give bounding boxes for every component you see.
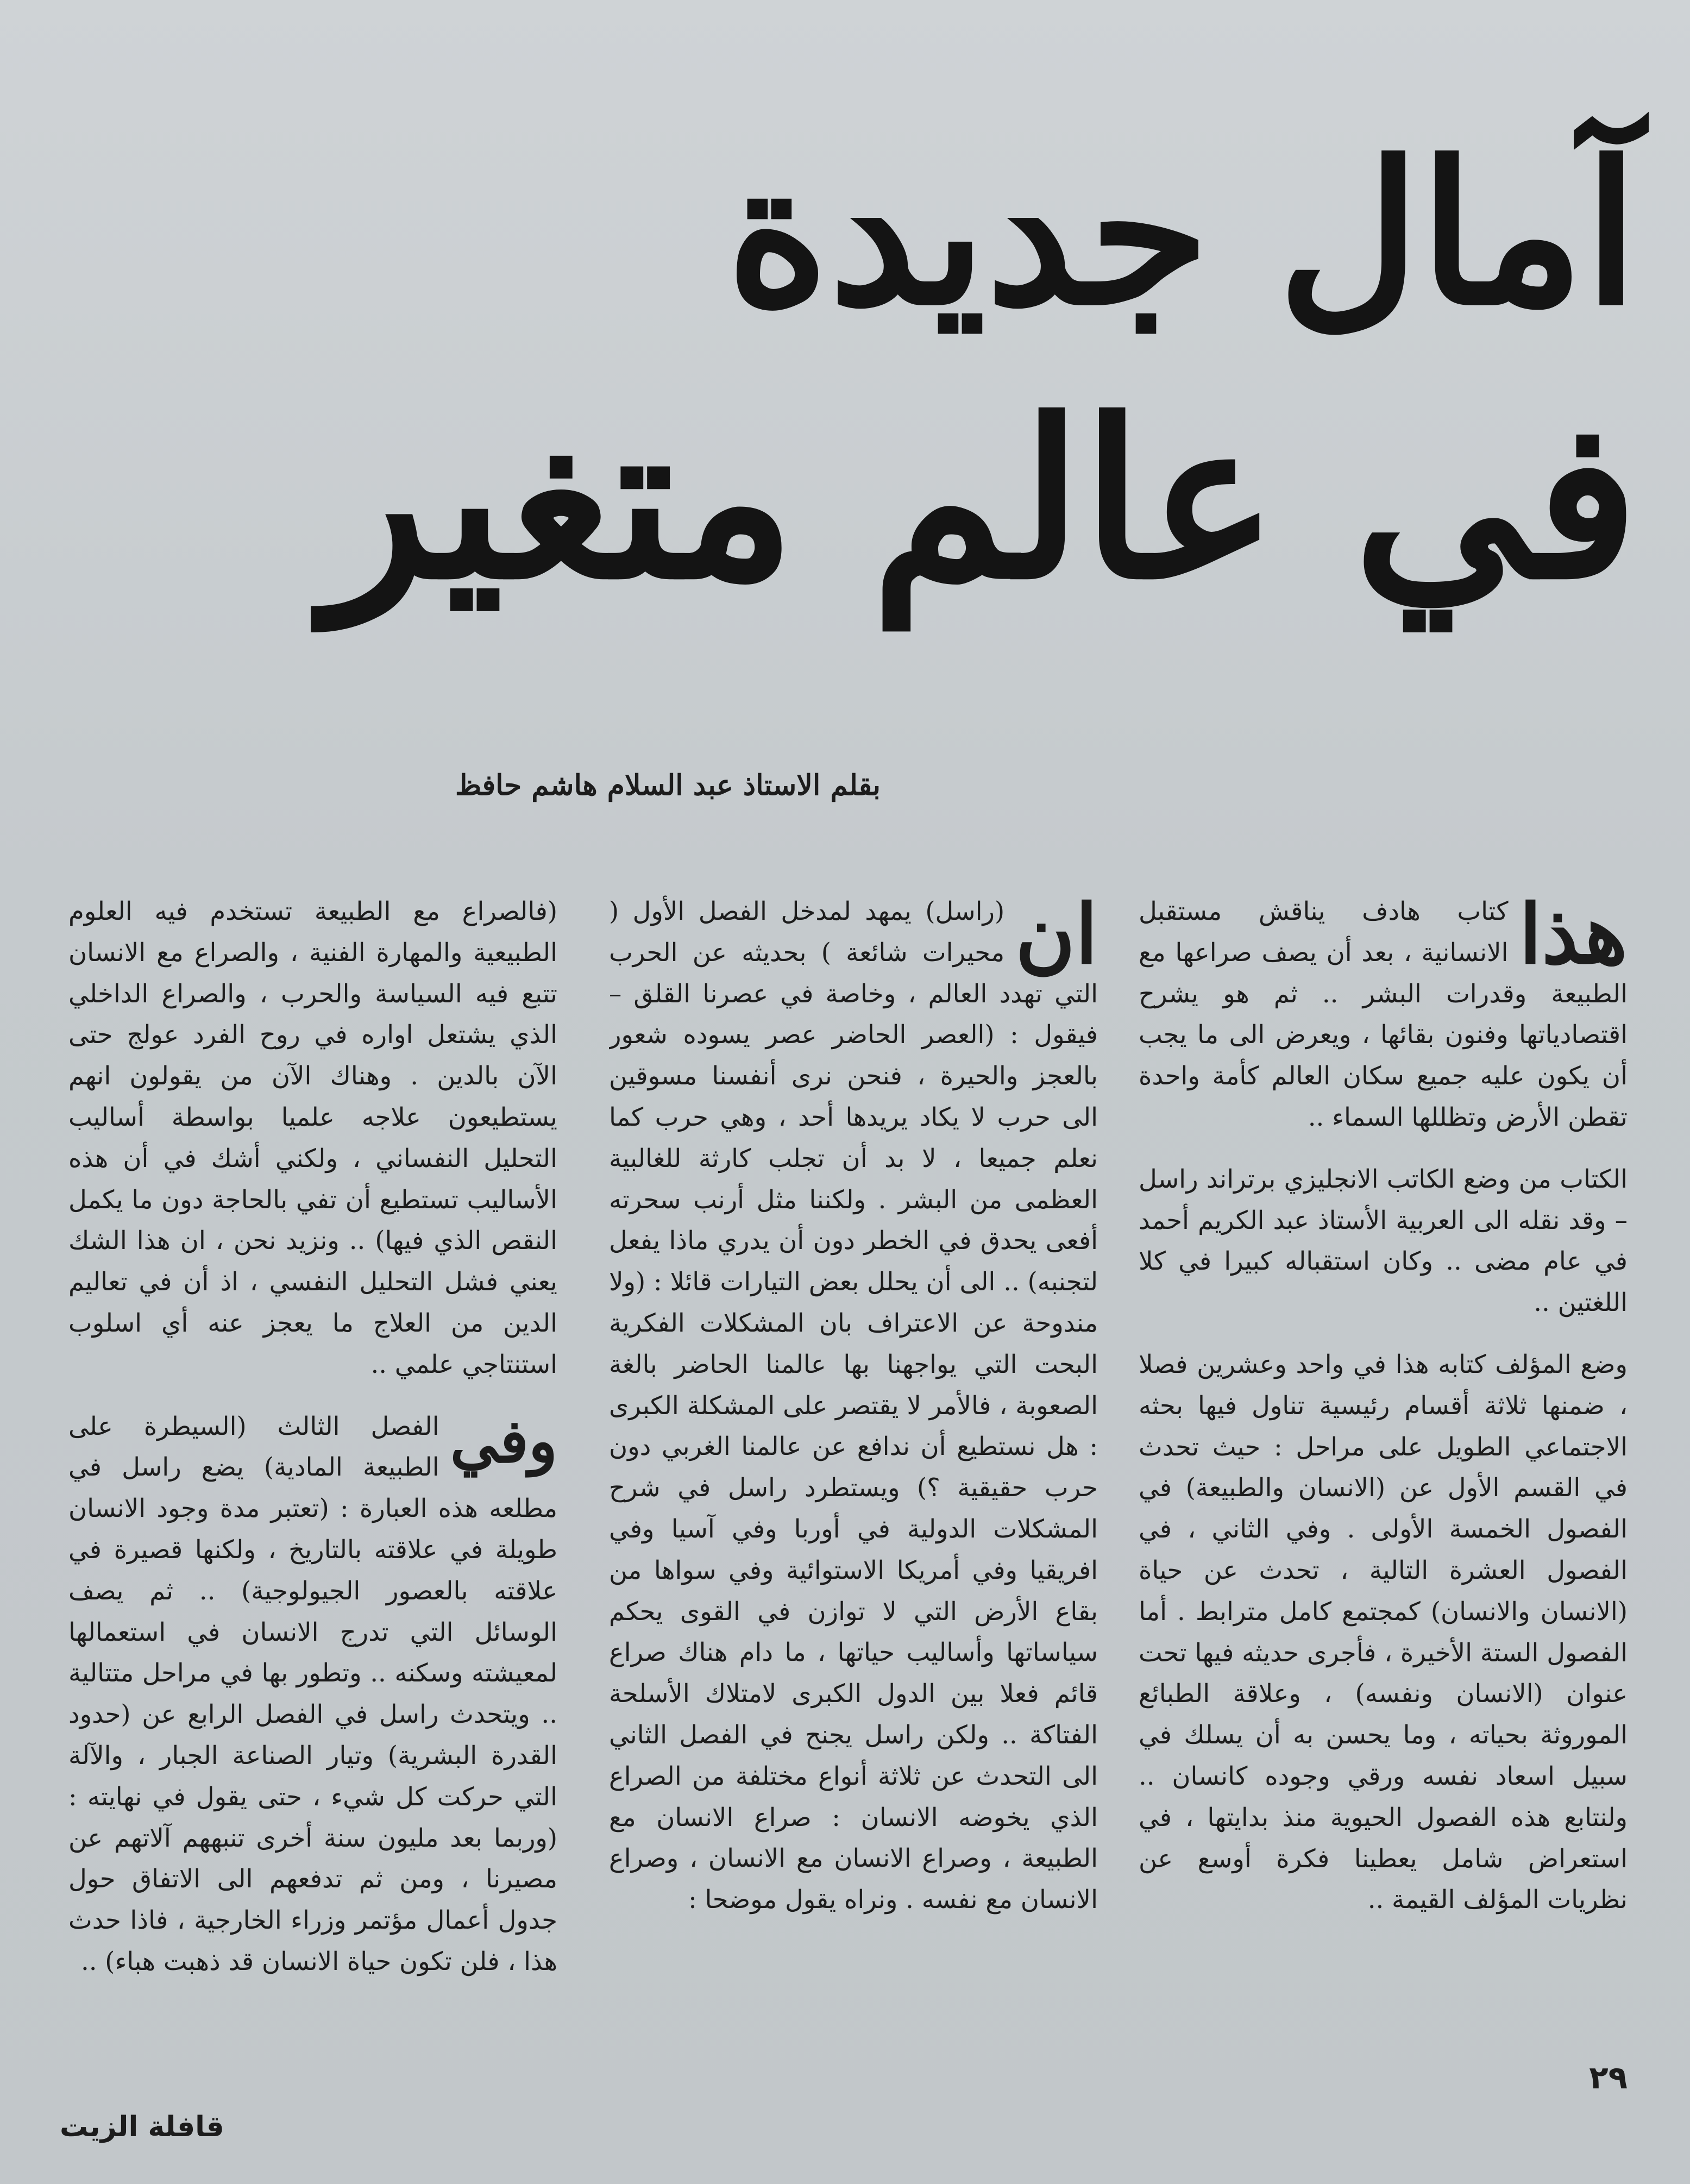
paragraph: وضع المؤلف كتابه هذا في واحد وعشرين فصلا ، ضمنها ثلاثة أقسام رئيسية تناول فيها بحثه الاجتماعي الطويل على مراحل : حيث تحدث في القسم الأول عن (الانسان والطبيعة) في الفصول الخمسة الأولى . وفي الثاني ، في الفصول العشرة التالية ، تحدث عن حياة (الانسان والانسان) كمجتمع كامل مترابط . أما الفصول الستة الأخيرة ، فأجرى حديثه فيها تحت عنوان (الانسان ونفسه) ، وعلاقة الطبائع الموروثة بحياته ، وما يحسن به أن يسلك في سبيل اسعاد نفسه ورقي وجوده كانسان .. ولنتابع هذه الفصول الحيوية منذ بدايتها ، في استعراض شامل يعطينا فكرة أوسع عن نظريات المؤلف القيمة .. (1139, 1349, 1628, 1915)
paragraph: (فالصراع مع الطبيعة تستخدم فيه العلوم الطبيعية والمهارة الفنية ، والصراع مع الانسان تتبع فيه السياسة والحرب ، والصراع الداخلي الذي يشتعل اواره في روح الفرد عولج حتى الآن بالدين . وهناك الآن من يقولون انهم يستطيعون علاجه علميا بواسطة أساليب التحليل النفساني ، ولكني أشك في أن هذه الأساليب تستطيع أن تفي بالحاجة دون ما يكمل النقص الذي فيها) .. ونزيد نحن ، ان هذا الشك يعني فشل التحليل النفسي ، اذ أن في تعاليم الدين من العلاج ما يعجز عنه أي اسلوب استنتاجي علمي .. (68, 896, 557, 1379)
dropcap: هذا (1519, 891, 1628, 982)
paragraph (609, 891, 1098, 1921)
paragraph-text: الفصل الثالث (السيطرة على الطبيعة المادية) يضع راسل في مطلعه هذه العبارة : (تعتبر مدة وجود الانسان طويلة في علاقته بالتاريخ ، ولكنها قصيرة في علاقته بالعصور الجيولوجية) .. ثم يصف الوسائل التي تدرج الانسان في استعمالها لمعيشته وسكنه .. وتطور بها في مراحل متتالية .. ويتحدث راسل في الفصل الرابع عن (حدود القدرة البشرية) وتيار الصناعة الجبار ، والآلة التي حركت كل شيء ، حتى يقول في نهايته : (وربما بعد مليون سنة أخرى تنبههم آلاتهم عن مصيرنا ، ومن ثم تدفعهم الى الاتفاق حول جدول أعمال مؤتمر وزراء الخارجية ، فاذا حدث هذا ، فلن تكون حياة الانسان قد ذهبت هباء) .. (68, 1411, 557, 1976)
article-byline: بقلم الاستاذ عبد السلام هاشم حافظ (455, 769, 881, 802)
paragraph-text: كتاب هادف يناقش مستقبل الانسانية ، بعد أن يصف صراعها مع الطبيعة وقدرات البشر .. ثم هو يشرح اقتصادياتها وفنون بقائها ، ويعرض الى ما يجب أن يكون عليه جميع سكان العالم كأمة واحدة تقطن الأرض وتظللها السماء .. (1139, 896, 1628, 1132)
column-left (68, 891, 557, 2043)
dropcap: وفي (450, 1405, 557, 1476)
column-middle (609, 891, 1098, 2043)
article-title-line-2: في عالم متغير (323, 372, 1638, 627)
column-right (1139, 891, 1628, 2043)
page-number: ٢٩ (1589, 2059, 1628, 2096)
dropcap: ان (1015, 891, 1098, 982)
magazine-name: قافلة الزيت (60, 2111, 224, 2143)
paragraph: الكتاب من وضع الكاتب الانجليزي برتراند راسل – وقد نقله الى العربية الأستاذ عبد الكريم أحمد في عام مضى .. وكان استقباله كبيرا في كلا اللغتين .. (1139, 1164, 1628, 1317)
paragraph-text: (راسل) يمهد لمدخل الفصل الأول ( محيرات شائعة ) بحديثه عن الحرب التي تهدد العالم ، وخاصة في عصرنا القلق – فيقول : (العصر الحاضر عصر يسوده شعور بالعجز والحيرة ، فنحن نرى أنفسنا مسوقين الى حرب لا يكاد يريدها أحد ، وهي حرب كما نعلم جميعا ، لا بد أن تجلب كارثة للغالبية العظمى من البشر . ولكننا مثل أرنب سحرته أفعى يحدق في الخطر دون أن يدري ماذا يفعل لتجنبه) .. الى أن يحلل بعض التيارات قائلا : (ولا مندوحة عن الاعتراف بان المشكلات الفكرية البحت التي يواجهنا بها عالمنا الحاضر بالغة الصعوبة ، فالأمر لا يقتصر على المشكلة الكبرى : هل نستطيع أن ندافع عن عالمنا الغربي دون حرب حقيقية ؟) ويستطرد راسل في شرح المشكلات الدولية في أوربا وفي آسيا وفي افريقيا وفي أمريكا الاستوائية وفي سواها من بقاع الأرض التي لا توازن في القوى يحكم سياساتها وأساليب حياتها ، ما دام هناك صراع قائم فعلا بين الدول الكبرى لامتلاك الأسلحة الفتاكة .. ولكن راسل يجنح في الفصل الثاني الى التحدث عن ثلاثة أنواع مختلفة من الصراع الذي يخوضه الانسان : صراع الانسان مع الطبيعة ، وصراع الانسان مع الانسان ، وصراع الانسان مع نفسه . ونراه يقول موضحا : (609, 896, 1098, 1915)
paragraph (1139, 891, 1628, 1138)
paragraph (68, 1406, 557, 1982)
article-title-line-1: آمال جديدة (726, 118, 1638, 348)
